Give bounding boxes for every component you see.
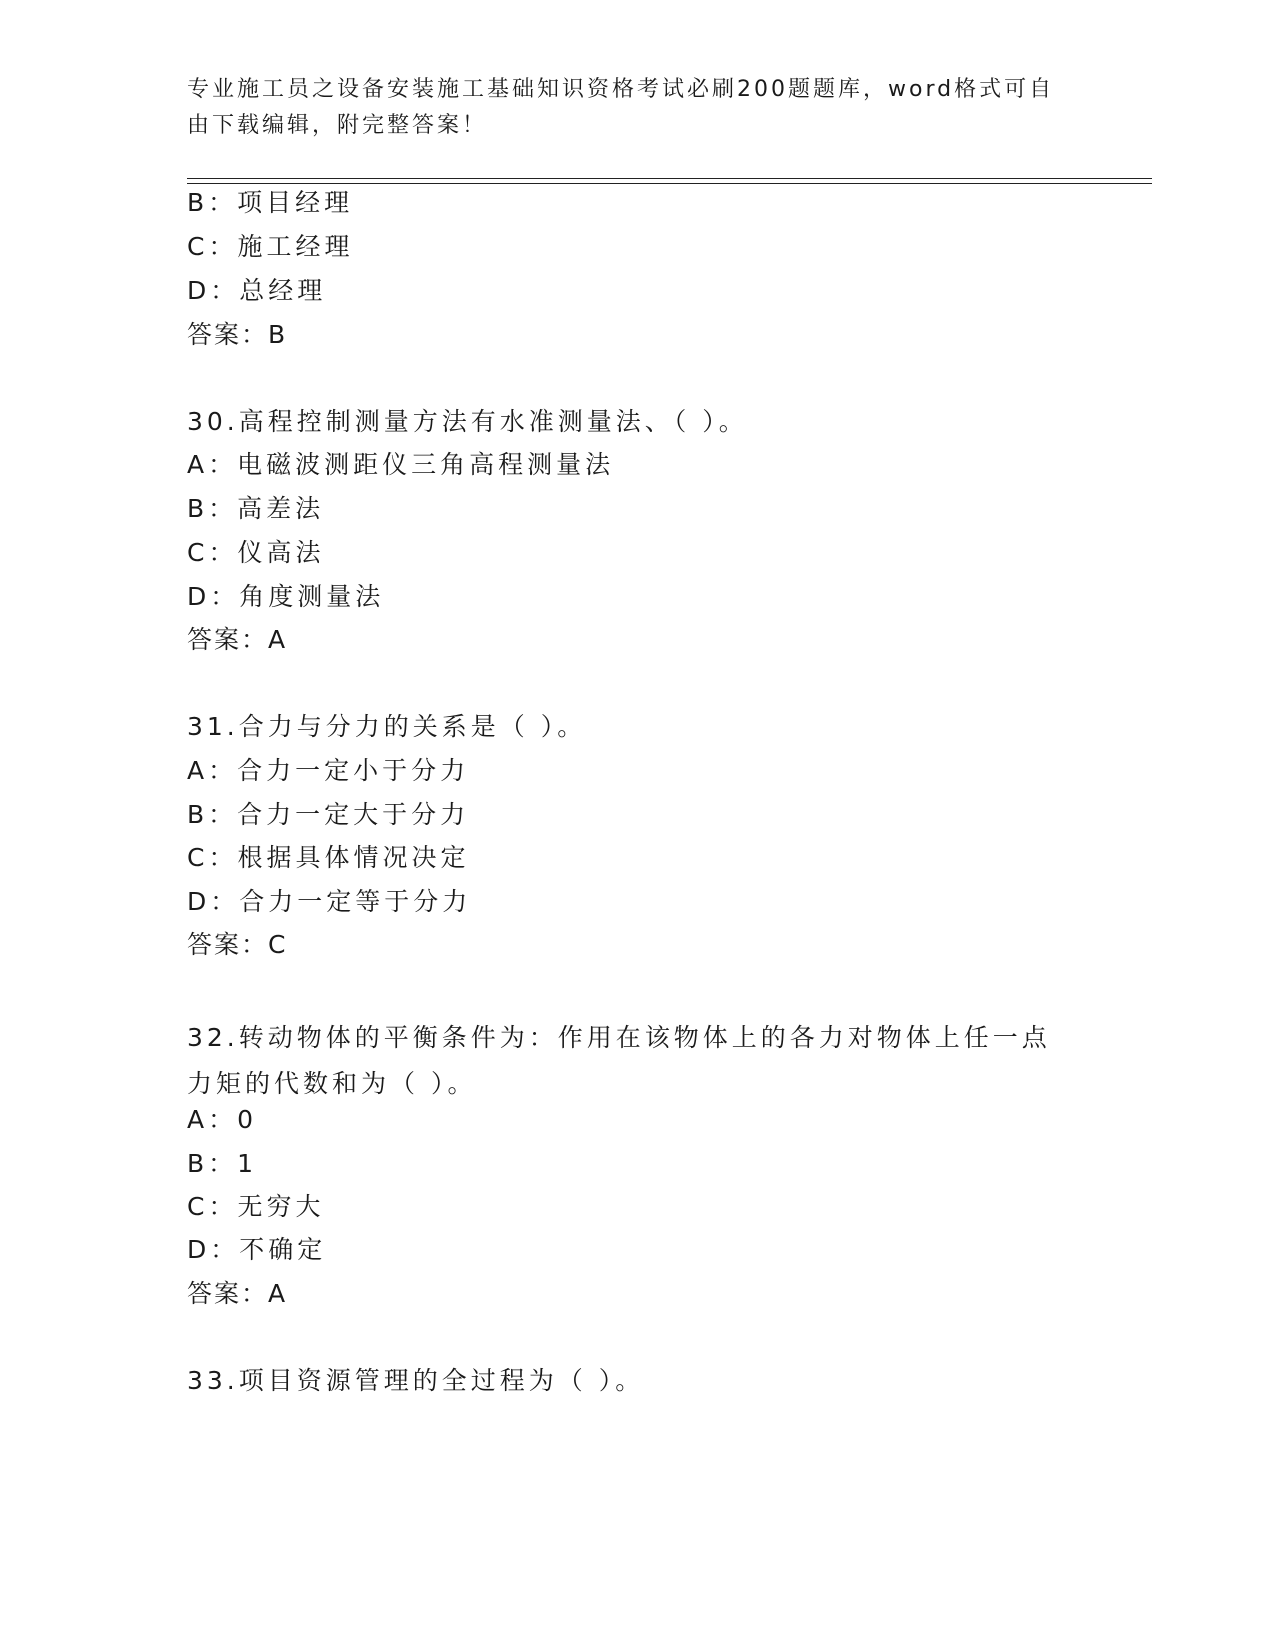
- option-a: A：合力一定小于分力: [187, 756, 470, 785]
- option-d: D：总经理: [187, 276, 327, 305]
- question-stem: 33.项目资源管理的全过程为（ ）。: [187, 1366, 645, 1395]
- document-header: 专业施工员之设备安装施工基础知识资格考试必刷200题题库，word格式可自由下载编辑，附完整答案！: [187, 77, 1055, 138]
- option-b: B：1: [187, 1149, 258, 1178]
- question-stem: 30.高程控制测量方法有水准测量法、（ ）。: [187, 407, 748, 436]
- header-divider-top: [187, 178, 1152, 179]
- question-stem: 31.合力与分力的关系是（ ）。: [187, 712, 587, 741]
- option-a: A：0: [187, 1105, 258, 1134]
- answer: 答案：A: [187, 625, 288, 654]
- question-stem: 32.转动物体的平衡条件为：作用在该物体上的各力对物体上任一点力矩的代数和为（ ）。: [187, 1023, 1051, 1098]
- option-d: D：角度测量法: [187, 582, 385, 611]
- answer: 答案：C: [187, 930, 288, 959]
- option-a: A：电磁波测距仪三角高程测量法: [187, 450, 615, 479]
- option-c: C：无穷大: [187, 1192, 325, 1221]
- option-c: C：根据具体情况决定: [187, 843, 470, 872]
- option-b: B：项目经理: [187, 188, 354, 217]
- answer: 答案：A: [187, 1279, 288, 1308]
- header-divider-bottom: [187, 183, 1152, 184]
- option-c: C：仪高法: [187, 538, 325, 567]
- option-b: B：高差法: [187, 494, 325, 523]
- option-c: C：施工经理: [187, 232, 354, 261]
- option-d: D：合力一定等于分力: [187, 887, 472, 916]
- option-d: D：不确定: [187, 1235, 327, 1264]
- option-b: B：合力一定大于分力: [187, 800, 470, 829]
- answer: 答案：B: [187, 320, 288, 349]
